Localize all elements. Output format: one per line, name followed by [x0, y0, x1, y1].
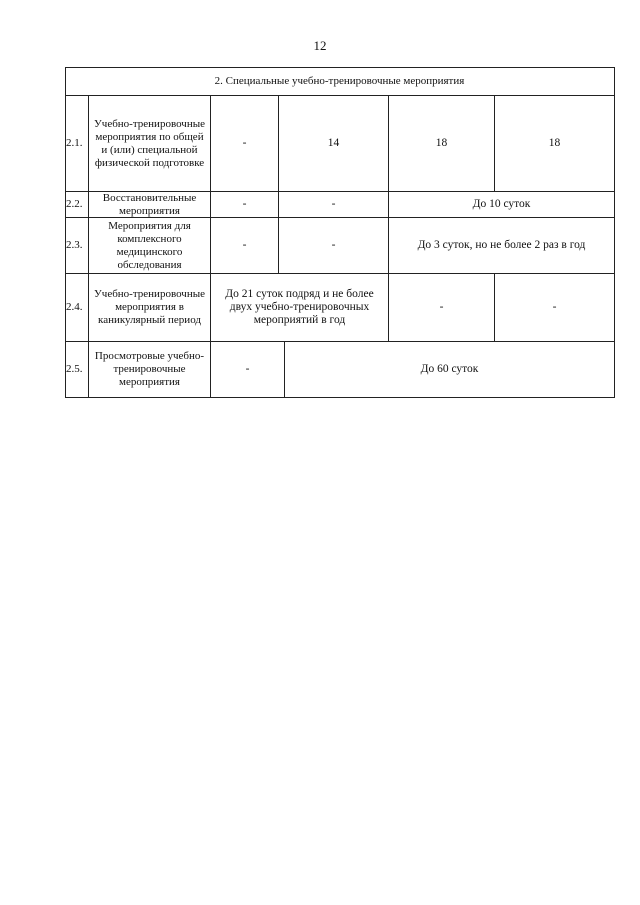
row-number: 2.2.: [65, 192, 89, 218]
cell-value-merged: До 60 суток: [285, 342, 615, 398]
row-number: 2.4.: [65, 274, 89, 342]
page-number: 12: [313, 38, 327, 53]
cell-value: -: [279, 192, 389, 218]
cell-value-merged: До 21 суток подряд и не более двух учебно-тренировочных мероприятий в год: [211, 274, 389, 342]
events-table: [65, 67, 615, 398]
row-number: 2.5.: [65, 342, 89, 398]
cell-value: 18: [495, 96, 615, 192]
row-name: Восстановительные мероприятия: [89, 192, 211, 218]
cell-value: 14: [279, 96, 389, 192]
row-name: Мероприятия для комплексного медицинского обследования: [89, 218, 211, 274]
cell-value: -: [211, 192, 279, 218]
cell-value-merged: До 3 суток, но не более 2 раз в год: [389, 218, 615, 274]
section-title: 2. Специальные учебно-тренировочные мероприятия: [65, 67, 615, 96]
cell-value: -: [211, 218, 279, 274]
cell-value: -: [389, 274, 495, 342]
row-name: Просмотровые учебно-тренировочные мероприятия: [89, 342, 211, 398]
cell-value: -: [211, 342, 285, 398]
cell-value-merged: До 10 суток: [389, 192, 615, 218]
cell-value: 18: [389, 96, 495, 192]
cell-value: -: [495, 274, 615, 342]
cell-value: -: [211, 96, 279, 192]
row-name: Учебно-тренировочные мероприятия в каникулярный период: [89, 274, 211, 342]
cell-value: -: [279, 218, 389, 274]
row-name: Учебно-тренировочные мероприятия по общей и (или) специальной физической подготовке: [89, 96, 211, 192]
row-number: 2.3.: [65, 218, 89, 274]
row-number: 2.1.: [65, 96, 89, 192]
